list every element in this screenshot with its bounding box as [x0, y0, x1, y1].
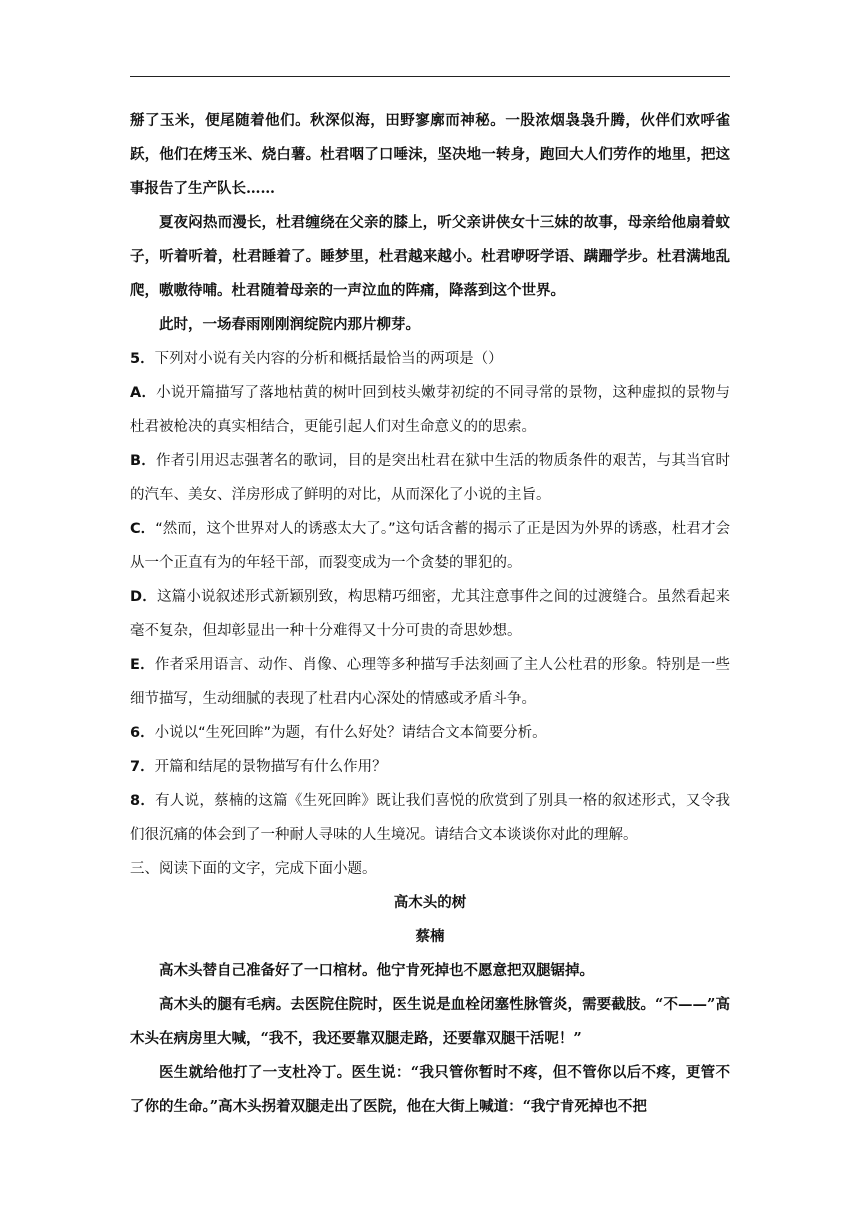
question-text: 开篇和结尾的景物描写有什么作用？ — [154, 759, 387, 775]
option-a — [130, 376, 730, 444]
section-heading: 三、阅读下面的文字，完成下面小题。 — [130, 861, 377, 877]
option-letter: D． — [130, 589, 157, 605]
story-paragraph: 医生就给他打了一支杜冷丁。医生说：“我只管你暂时不疼，但不管你以后不疼，更管不了你的生命。”高木头拐着双腿走出了医院，他在大街上喊道：“我宁肯死掉也不把 — [130, 1064, 730, 1115]
option-text: 作者引用迟志强著名的歌词，目的是突出杜君在狱中生活的物质条件的艰苦，与其当官时的汽车、美女、洋房形成了鲜明的对比，从而深化了小说的主旨。 — [130, 453, 730, 503]
option-letter: A． — [130, 385, 157, 401]
option-text: “然而，这个世界对人的诱惑太大了。”这句话含蓄的揭示了正是因为外界的诱惑，杜君才会从一个正直有为的年轻干部，而裂变成为一个贪婪的罪犯的。 — [130, 521, 730, 571]
option-text: 小说开篇描写了落地枯黄的树叶回到枝头嫩芽初绽的不同寻常的景物，这种虚拟的景物与杜君被枪决的真实相结合，更能引起人们对生命意义的的思索。 — [130, 385, 730, 435]
question-8 — [130, 784, 730, 852]
story-paragraph: 掰了玉米，便尾随着他们。秋深似海，田野寥廓而神秘。一股浓烟袅袅升腾，伙伴们欢呼雀跃，他们在烤玉米、烧白薯。杜君咽了口唾沫，坚决地一转身，跑回大人们劳作的地里，把这事报告了生产队长…… — [130, 112, 730, 197]
option-d — [130, 580, 730, 648]
option-letter: B． — [130, 453, 156, 469]
option-c — [130, 512, 730, 580]
story-paragraph: 高木头的腿有毛病。去医院住院时，医生说是血栓闭塞性脉管炎，需要截肢。“不——”高木头在病房里大喊，“我不，我还要靠双腿走路，还要靠双腿干活呢！” — [130, 996, 730, 1047]
question-number: 8． — [130, 793, 156, 809]
header-rule — [130, 76, 730, 77]
option-text: 作者采用语言、动作、肖像、心理等多种描写手法刻画了主人公杜君的形象。特别是一些细节描写，生动细腻的表现了杜君内心深处的情感或矛盾斗争。 — [130, 657, 731, 707]
story-author: 蔡楠 — [415, 928, 445, 945]
story-paragraph: 此时，一场春雨刚刚润绽院内那片柳芽。 — [159, 316, 420, 333]
option-b — [130, 444, 730, 512]
option-text: 这篇小说叙述形式新颖别致，构思精巧细密，尤其注意事件之间的过渡缝合。虽然看起来毫不复杂，但却彰显出一种十分难得又十分可贵的奇思妙想。 — [130, 589, 730, 639]
question-7 — [130, 750, 730, 784]
question-number: 5． — [130, 351, 155, 367]
question-text: 有人说，蔡楠的这篇《生死回眸》既让我们喜悦的欣赏到了别具一格的叙述形式，又令我们很沉痛的体会到了一种耐人寻味的人生境况。请结合文本谈谈你对此的理解。 — [130, 793, 731, 843]
story-paragraph: 高木头替自己准备好了一口棺材。他宁肯死掉也不愿意把双腿锯掉。 — [159, 962, 594, 979]
story-title: 高木头的树 — [393, 894, 467, 911]
question-number: 6． — [130, 725, 155, 741]
option-letter: C． — [130, 521, 156, 537]
option-e — [130, 648, 730, 716]
question-5 — [130, 342, 730, 376]
question-text: 下列对小说有关内容的分析和概括最恰当的两项是（） — [154, 351, 503, 367]
question-6 — [130, 716, 730, 750]
story-paragraph: 夏夜闷热而漫长，杜君缠绕在父亲的膝上，听父亲讲侠女十三妹的故事，母亲给他扇着蚊子，听着听着，杜君睡着了。睡梦里，杜君越来越小。杜君咿呀学语、蹒跚学步。杜君满地乱爬，嗷嗷待哺。杜君随着母亲的一声泣血的阵痛，降落到这个世界。 — [130, 214, 730, 299]
option-letter: E． — [130, 657, 155, 673]
document-body — [130, 104, 730, 1124]
question-text: 小说以“生死回眸”为题，有什么好处？请结合文本简要分析。 — [154, 725, 547, 741]
question-number: 7． — [130, 759, 155, 775]
